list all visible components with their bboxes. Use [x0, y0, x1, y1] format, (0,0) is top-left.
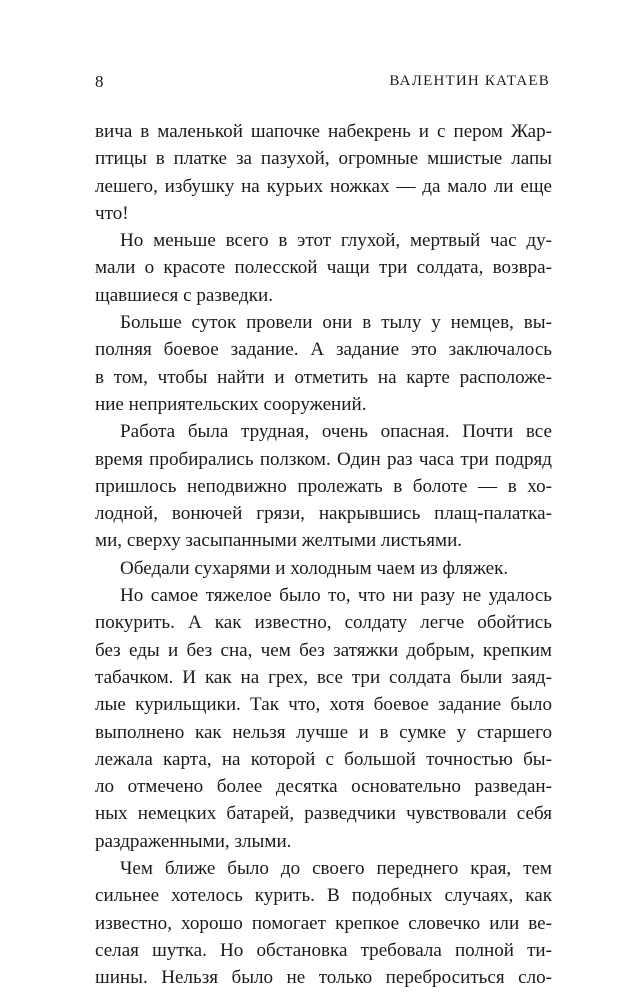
text-line: Работа была трудная, очень опасная. Почти все — [120, 421, 552, 443]
page-header — [95, 72, 550, 96]
text-line: щавшиеся с разведки. — [95, 284, 274, 306]
text-line: шины. Нельзя было не только переброситься сло- — [95, 967, 552, 989]
text-line: птицы в платке за пазухой, огромные мшистые лапы — [95, 148, 552, 170]
text-line: Но самое тяжелое было то, что ни разу не удалось — [120, 585, 552, 607]
text-line: селая шутка. Но обстановка требовала полной ти- — [95, 939, 552, 961]
text-line: раздраженными, злыми. — [95, 830, 292, 852]
text-line: покурить. А как известно, солдату легче обойтись — [95, 612, 552, 634]
text-line: что! — [95, 202, 129, 224]
text-line: Но меньше всего в этот глухой, мертвый час ду- — [120, 230, 552, 252]
text-line: мали о красоте полесской чащи три солдата, возвра- — [95, 257, 552, 279]
text-line: лешего, избушку на курьих ножках — да мало ли еще — [95, 175, 552, 197]
body-text — [95, 118, 552, 992]
text-line: вича в маленькой шапочке набекрень и с пером Жар- — [95, 121, 552, 142]
text-line: без еды и без сна, чем без затяжки добрым, крепким — [95, 639, 552, 661]
text-line: ние неприятельских сооружений. — [95, 393, 367, 415]
text-line: известно, хорошо помогает крепкое словечко или ве- — [95, 912, 552, 934]
text-line: пришлось неподвижно пролежать в болоте — в хо- — [95, 475, 552, 497]
text-line: в том, чтобы найти и отметить на карте расположе- — [95, 366, 552, 388]
page-number: 8 — [95, 72, 104, 91]
text-line: ло отмечено более десятка основательно разведан- — [95, 776, 552, 798]
text-line: ных немецких батарей, разведчики чувствовали себя — [95, 803, 552, 825]
text-line: время пробирались ползком. Один раз часа три подряд — [95, 448, 552, 470]
text-line: сильнее хотелось курить. В подобных случаях, как — [95, 885, 552, 907]
text-line: Чем ближе было до своего переднего края, тем — [120, 858, 552, 880]
text-line: лежала карта, на которой с большой точностью бы- — [95, 748, 552, 770]
text-line: лые курильщики. Так что, хотя боевое задание было — [95, 694, 552, 716]
text-line: Больше суток провели они в тылу у немцев, вы- — [120, 312, 552, 334]
text-line: лодной, вонючей грязи, накрывшись плащ-палатка- — [95, 503, 552, 525]
text-line: выполнено как нельзя лучше и в сумке у старшего — [95, 721, 552, 743]
text-line: полняя боевое задание. А задание это заключалось — [95, 339, 552, 361]
running-head-author: ВАЛЕНТИН КАТАЕВ — [389, 73, 550, 89]
text-line: Обедали сухарями и холодным чаем из фляжек. — [120, 557, 509, 579]
text-line: табачком. И как на грех, все три солдата были заяд- — [95, 666, 552, 688]
text-line: ми, сверху засыпанными желтыми листьями. — [95, 530, 463, 552]
